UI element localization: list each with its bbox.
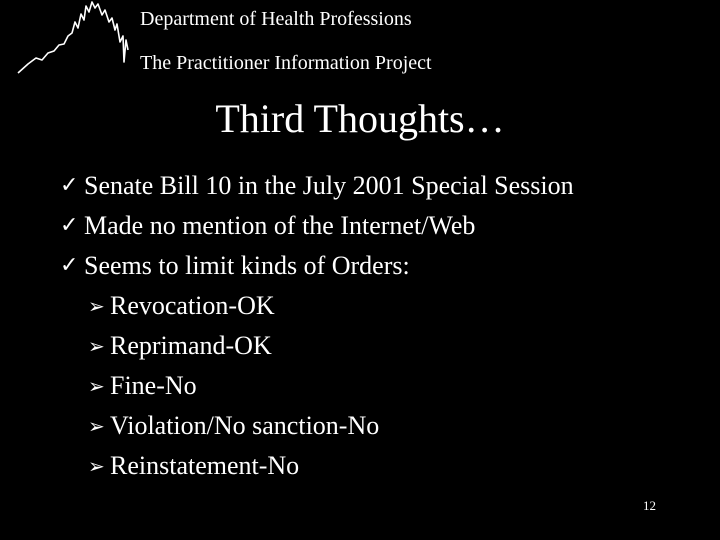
sub-bullet-text: Reinstatement-No [110, 451, 300, 480]
checkmark-icon: ✓ [60, 213, 79, 238]
sub-bullet-text: Violation/No sanction-No [110, 411, 380, 440]
bullet-text: Made no mention of the Internet/Web [84, 211, 476, 240]
arrow-bullet-icon: ➢ [88, 334, 105, 358]
bullet-item [60, 166, 574, 206]
checkmark-icon: ✓ [60, 173, 79, 198]
bullet-text: Seems to limit kinds of Orders: [84, 251, 410, 280]
arrow-bullet-icon: ➢ [88, 454, 105, 478]
checkmark-icon: ✓ [60, 253, 79, 278]
sub-bullet-list [88, 286, 379, 486]
sub-bullet-item [88, 446, 379, 486]
sub-bullet-text: Revocation-OK [110, 291, 275, 320]
sub-bullet-item [88, 366, 379, 406]
bullet-text: Senate Bill 10 in the July 2001 Special Session [84, 171, 574, 200]
sub-bullet-item [88, 406, 379, 446]
sub-bullet-item [88, 286, 379, 326]
page-number: 12 [643, 498, 656, 513]
department-name: Department of Health Professions [140, 8, 412, 30]
sub-bullet-item [88, 326, 379, 366]
sub-bullet-text: Fine-No [110, 371, 197, 400]
sub-bullet-text: Reprimand-OK [110, 331, 272, 360]
bullet-list [60, 166, 574, 286]
arrow-bullet-icon: ➢ [88, 294, 105, 318]
arrow-bullet-icon: ➢ [88, 414, 105, 438]
slide-title: Third Thoughts… [215, 96, 505, 141]
arrow-bullet-icon: ➢ [88, 374, 105, 398]
project-name: The Practitioner Information Project [140, 52, 432, 74]
bullet-item [60, 246, 574, 286]
bullet-item [60, 206, 574, 246]
line-graph-logo-icon [16, 0, 134, 80]
